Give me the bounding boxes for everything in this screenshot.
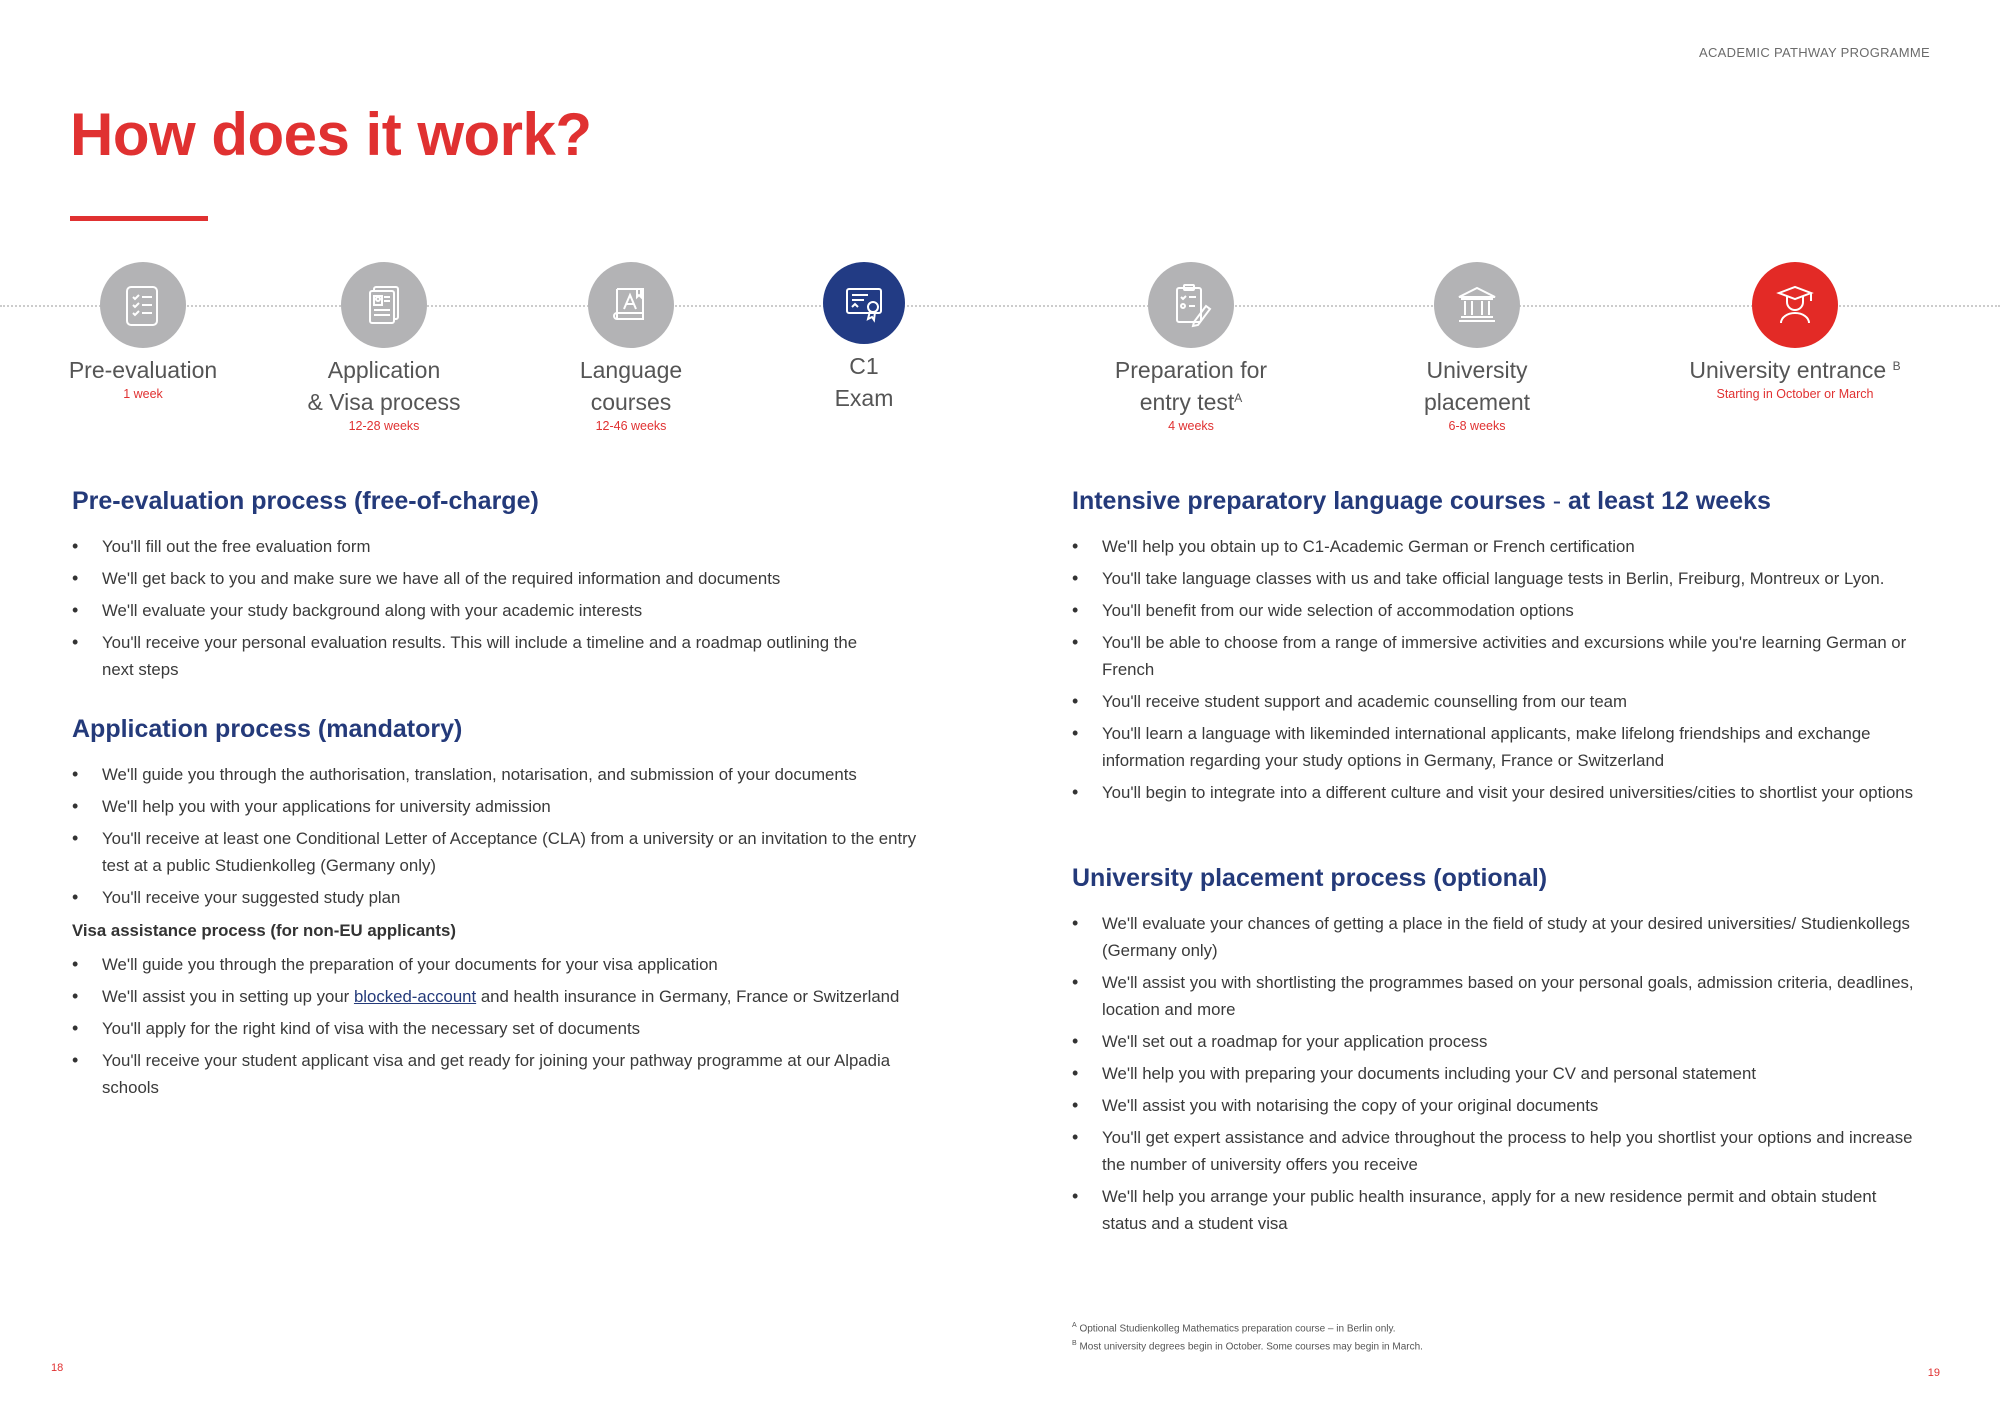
list-item: • You'll benefit from our wide selection of accommodation options (1072, 597, 1922, 624)
step-label: Preparation for entry test$^A$ (1114, 357, 1268, 415)
step-duration: 1 week (123, 387, 163, 401)
page-number-left: 18 (51, 1362, 64, 1374)
list-item: • We'll set out a roadmap for your application process (1072, 1028, 1922, 1055)
step-university-placement (1347, 262, 1607, 433)
test-clipboard-icon (1148, 262, 1234, 348)
step-application-visa (254, 262, 514, 433)
step-duration: Starting in October or March (1716, 387, 1874, 401)
footnote-b: $^B$ Most university degrees begin in October. Some courses may begin in March. (1072, 1340, 1423, 1353)
step-pre-evaluation (13, 262, 273, 401)
step-label: Application & Visa process (307, 357, 461, 415)
list-item: • We'll evaluate your chances of getting a place in the field of study at your desired universities/ Studienkollegs (Germany only) (1072, 910, 1922, 964)
application-heading: Application process (mandatory) (72, 715, 463, 743)
footnotes (1072, 1318, 1423, 1355)
footnote-a: $^A$ Optional Studienkolleg Mathematics preparation course – in Berlin only. (1072, 1322, 1396, 1335)
list-item: • We'll get back to you and make sure we have all of the required information and documents (72, 565, 872, 592)
list-item: • You'll receive your student applicant visa and get ready for joining your pathway programme at our Alpadia schools (72, 1047, 942, 1101)
list-item: • You'll take language classes with us and take official language tests in Berlin, Freiburg, Montreux or Lyon. (1072, 565, 1922, 592)
id-documents-icon (341, 262, 427, 348)
list-item: • We'll assist you with shortlisting the programmes based on your personal goals, admission criteria, deadlines, location and more (1072, 969, 1922, 1023)
list-item: • We'll assist you in setting up your blocked-account and health insurance in Germany, France or Switzerland (72, 983, 942, 1010)
visa-assistance-heading: Visa assistance process (for non-EU applicants) (72, 921, 456, 940)
step-duration: 12-46 weeks (595, 419, 667, 433)
university-building-icon (1434, 262, 1520, 348)
page-number-right: 19 (1927, 1367, 1940, 1379)
list-item: • We'll guide you through the authorisation, translation, notarisation, and submission of your documents (72, 761, 942, 788)
list-item: • You'll begin to integrate into a different culture and visit your desired universities/cities to shortlist your options (1072, 779, 1922, 806)
list-item: • We'll assist you with notarising the copy of your original documents (1072, 1092, 1922, 1119)
list-item: • You'll receive at least one Conditional Letter of Acceptance (CLA) from a university or an invitation to the entry test at a public Studienkolleg (Germany only) (72, 825, 942, 879)
list-item: • We'll help you obtain up to C1-Academic German or French certification (1072, 533, 1922, 560)
list-item: • We'll help you with preparing your documents including your CV and personal statement (1072, 1060, 1922, 1087)
pre-evaluation-heading: Pre-evaluation process (free-of-charge) (72, 487, 539, 515)
list-item: • You'll learn a language with likeminded international applicants, make lifelong friendships and exchange information regarding your study options in Germany, France or Switzerland (1072, 720, 1922, 774)
list-item: • You'll apply for the right kind of visa with the necessary set of documents (72, 1015, 942, 1042)
language-book-icon (588, 262, 674, 348)
list-item: • We'll help you with your applications for university admission (72, 793, 942, 820)
page-title: How does it work? (70, 101, 592, 168)
step-label: Language courses (579, 357, 683, 415)
certificate-icon (823, 262, 905, 344)
university-placement-list (1072, 910, 1922, 1242)
step-c1-exam (734, 262, 994, 414)
list-item: • We'll help you arrange your public health insurance, apply for a new residence permit and obtain student status and a student visa (1072, 1183, 1922, 1237)
checklist-scroll-icon (100, 262, 186, 348)
list-item: • You'll fill out the free evaluation form (72, 533, 872, 560)
list-item: • We'll guide you through the preparation of your documents for your visa application (72, 951, 942, 978)
step-duration: 4 weeks (1168, 419, 1214, 433)
pre-evaluation-list (72, 533, 872, 688)
application-list (72, 761, 942, 916)
list-item: • We'll evaluate your study background along with your academic interests (72, 597, 872, 624)
graduate-icon (1752, 262, 1838, 348)
step-label: C1 Exam (834, 353, 894, 411)
language-courses-list (1072, 533, 1922, 811)
header-label: ACADEMIC PATHWAY PROGRAMME (1699, 45, 1930, 60)
list-item: • You'll receive your personal evaluation results. This will include a timeline and a roadmap outlining the next steps (72, 629, 872, 683)
blocked-account-link[interactable]: blocked-account (353, 987, 477, 1006)
step-label: University placement (1423, 357, 1531, 415)
step-language-courses (501, 262, 761, 433)
step-entry-test-preparation (1061, 262, 1321, 433)
list-item: • You'll get expert assistance and advice throughout the process to help you shortlist your options and increase the number of university offers you receive (1072, 1124, 1922, 1178)
step-university-entrance (1665, 262, 1925, 401)
step-label: University entrance $^B$ (1689, 357, 1901, 383)
step-duration: 6-8 weeks (1448, 419, 1506, 433)
title-underline (70, 216, 208, 221)
language-courses-heading: Intensive preparatory language courses - at least 12 weeks (1072, 487, 1771, 515)
list-item: • You'll receive student support and academic counselling from our team (1072, 688, 1922, 715)
list-item: • You'll be able to choose from a range of immersive activities and excursions while you're learning German or French (1072, 629, 1922, 683)
step-duration: 12-28 weeks (348, 419, 420, 433)
visa-list (72, 951, 942, 1106)
step-label: Pre-evaluation (68, 357, 218, 383)
list-item: • You'll receive your suggested study plan (72, 884, 942, 911)
university-placement-heading: University placement process (optional) (1072, 864, 1548, 892)
